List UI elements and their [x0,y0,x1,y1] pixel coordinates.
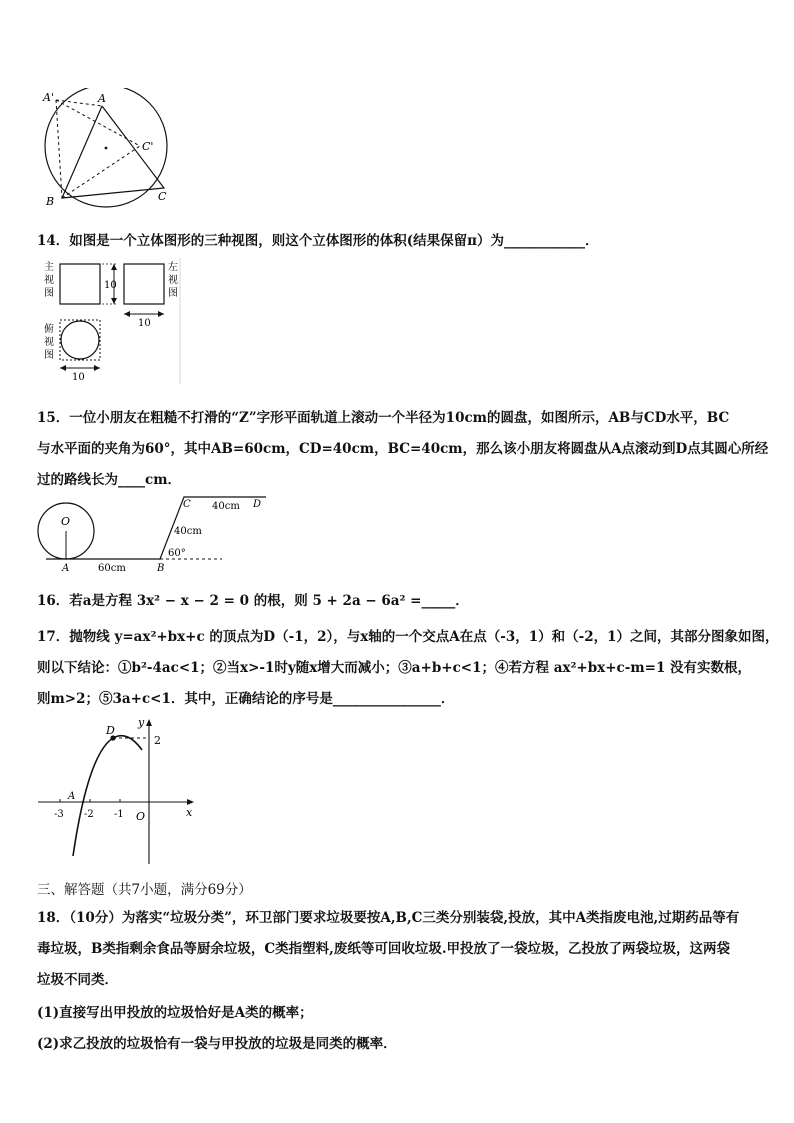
label-a: A [62,563,70,574]
x-axis-arrow [187,799,194,805]
label-c: C [158,190,167,203]
front-label-2: 视 [44,275,54,286]
left-label-3: 图 [168,288,178,299]
label-angle: 60° [168,548,186,559]
left-label-1: 左 [168,262,178,273]
top-view-square [60,320,100,360]
section-title: 三、解答题（共7小题，满分69分） [37,882,252,898]
label-minus-3: -3 [54,809,64,820]
top-view-label [44,323,54,361]
q18-line-1: 18．（10分）为落实“垃圾分类”，环卫部门要求垃圾要按A,B,C三类分别装袋,投放，其中A类指废电池,过期药品等有 [37,910,740,926]
label-bc-length: 40cm [174,526,202,537]
top-label-3: 图 [44,350,54,361]
q15-line-3: 过的路线长为____cm． [37,472,182,488]
q16-text: 16．若a是方程 3x² − x − 2 = 0 的根，则 5 + 2a − 6a² =_____． [37,593,469,609]
q18-part-2: (2)求乙投放的垃圾恰有一袋与甲投放的垃圾是同类的概率． [37,1036,397,1052]
label-b: B [46,195,55,208]
q17-parabola-figure [36,714,198,866]
q15-track-figure [36,490,272,574]
center-dot [105,147,108,150]
label-minus-2: -2 [84,809,94,820]
label-y: y [138,716,145,729]
left-width-dim-label: 10 [138,318,151,329]
left-view-square [124,264,164,304]
front-view-label [44,261,54,299]
q17-line-3: 则m>2；⑤3a+c<1．其中，正确结论的序号是________________． [37,691,455,707]
label-two: 2 [154,734,161,747]
q14-text: 14．如图是一个立体图形的三种视图，则这个立体图形的体积(结果保留π）为____________． [37,233,599,249]
q18-line-2: 毒垃圾，B类指剩余食品等厨余垃圾，C类指塑料,废纸等可回收垃圾.甲投放了一袋垃圾，乙投放了两袋垃圾，这两袋 [37,941,731,957]
label-d: D [106,724,115,737]
top-width-dim-label: 10 [72,372,85,383]
q18-line-3: 垃圾不同类． [37,972,118,988]
height-arrow-top [111,264,117,270]
label-a: A [68,791,76,802]
front-label-1: 主 [44,262,54,273]
label-a: A [98,92,106,105]
q15-line-2: 与水平面的夹角为60°，其中AB=60cm，CD=40cm，BC=40cm，那么该小朋友将圆盘从A点滚动到D点其圆心所经 [37,441,769,457]
top-label-2: 视 [44,337,54,348]
dashed-a-prime-b [56,100,62,198]
q18-part-1: (1)直接写出甲投放的垃圾恰好是A类的概率； [37,1005,313,1021]
label-origin: O [136,810,146,823]
height-arrow-bottom [111,298,117,304]
top-label-1: 俯 [44,324,54,335]
top-view-circle [61,321,99,359]
front-view-square [60,264,100,304]
y-axis-arrow [146,719,152,726]
height-dim-label: 10 [104,280,117,291]
front-label-3: 图 [44,288,54,299]
q13-circle-figure [34,88,184,210]
label-c: C [183,499,191,510]
label-b: B [157,563,165,574]
left-width-arrow-r [158,311,164,317]
left-view-label [168,260,178,299]
q15-line-1: 15．一位小朋友在粗糙不打滑的“Z”字形平面轨道上滚动一个半径为10cm的圆盘，如图所示，AB与CD水平，BC [37,410,730,426]
parabola-curve [73,736,142,856]
top-width-arrow-r [94,365,100,371]
q17-line-1: 17．抛物线 y=ax²+bx+c 的顶点为D（-1，2），与x轴的一个交点A在点（-3，1）和（-2，1）之间，其部分图象如图， [37,629,779,645]
left-label-2: 视 [168,275,178,286]
label-a-prime: A' [43,91,54,104]
label-cd-length: 40cm [212,501,240,512]
label-d: D [253,499,262,510]
q14-three-views-figure [38,258,186,384]
label-ab-length: 60cm [98,563,126,574]
label-c-prime: C' [142,140,154,153]
q17-line-2: 则以下结论：①b²-4ac<1；②当x>-1时y随x增大而减小；③a+b+c<1；④若方程 ax²+bx+c-m=1 没有实数根， [37,660,752,676]
left-width-arrow-l [124,311,130,317]
label-o: O [61,515,71,528]
top-width-arrow-l [60,365,66,371]
label-x: x [186,806,193,819]
label-minus-1: -1 [114,809,124,820]
